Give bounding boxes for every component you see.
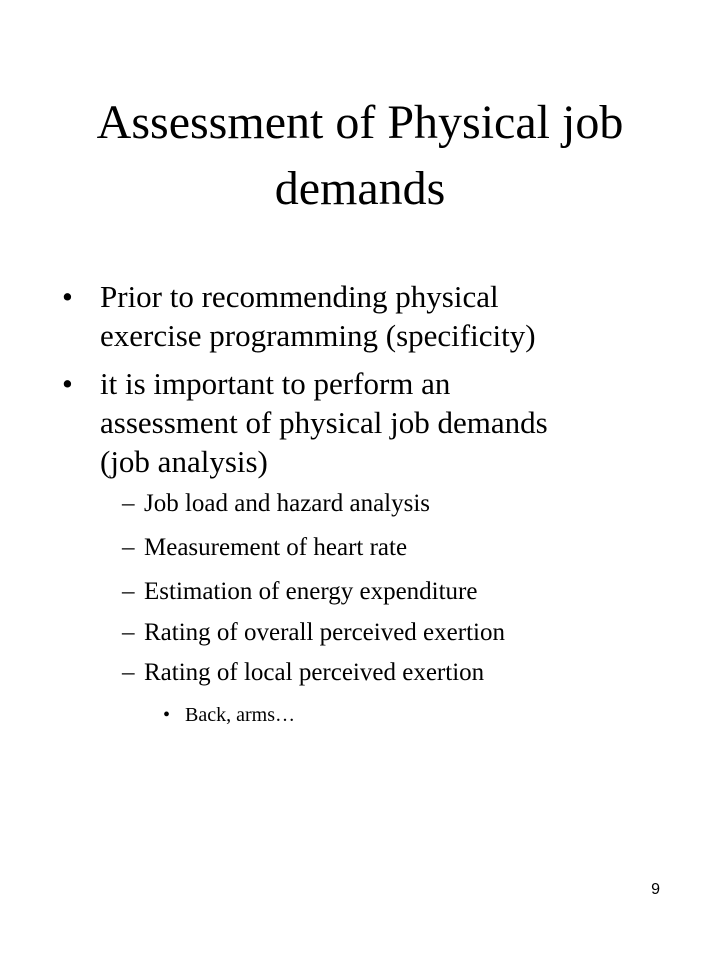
bullet-text-line: it is important to perform an — [100, 366, 451, 401]
bullet-text-line: (job analysis) — [100, 444, 268, 479]
sub-sub-bullet-item — [163, 703, 643, 727]
sub-sub-bullet-text: Back, arms… — [185, 704, 295, 726]
bullet-item — [62, 277, 662, 355]
sub-bullet-item — [122, 577, 662, 607]
sub-bullet-text: Estimation of energy expenditure — [144, 578, 478, 605]
sub-bullet-text: Job load and hazard analysis — [144, 490, 431, 517]
sub-bullet-marker: – — [122, 490, 135, 517]
sub-bullet-item — [122, 618, 662, 648]
bullet-text-line: assessment of physical job demands — [100, 405, 548, 440]
sub-bullet-marker: – — [122, 534, 135, 561]
sub-bullet-item — [122, 489, 662, 519]
page-number: 9 — [651, 881, 660, 898]
sub-sub-bullet-marker: • — [163, 704, 171, 726]
slide-title-line-2: demands — [274, 162, 446, 215]
sub-bullet-text: Rating of local perceived exertion — [144, 659, 485, 686]
sub-bullet-text: Rating of overall perceived exertion — [144, 619, 505, 646]
slide-title-line-1: Assessment of Physical job — [96, 96, 624, 149]
sub-bullet-marker: – — [122, 578, 135, 605]
bullet-text — [100, 364, 662, 481]
sub-bullet-item — [122, 658, 662, 688]
sub-bullet-text: Measurement of heart rate — [144, 534, 408, 561]
bullet-marker: • — [62, 279, 73, 314]
sub-bullet-marker: – — [122, 659, 135, 686]
bullet-marker: • — [62, 366, 73, 401]
bullet-text — [100, 277, 662, 355]
bullet-item — [62, 364, 662, 481]
sub-bullet-marker: – — [122, 619, 135, 646]
bullet-text-line: Prior to recommending physical — [100, 279, 499, 314]
slide-title — [40, 90, 680, 222]
sub-bullet-item — [122, 533, 662, 563]
bullet-text-line: exercise programming (specificity) — [100, 318, 536, 353]
